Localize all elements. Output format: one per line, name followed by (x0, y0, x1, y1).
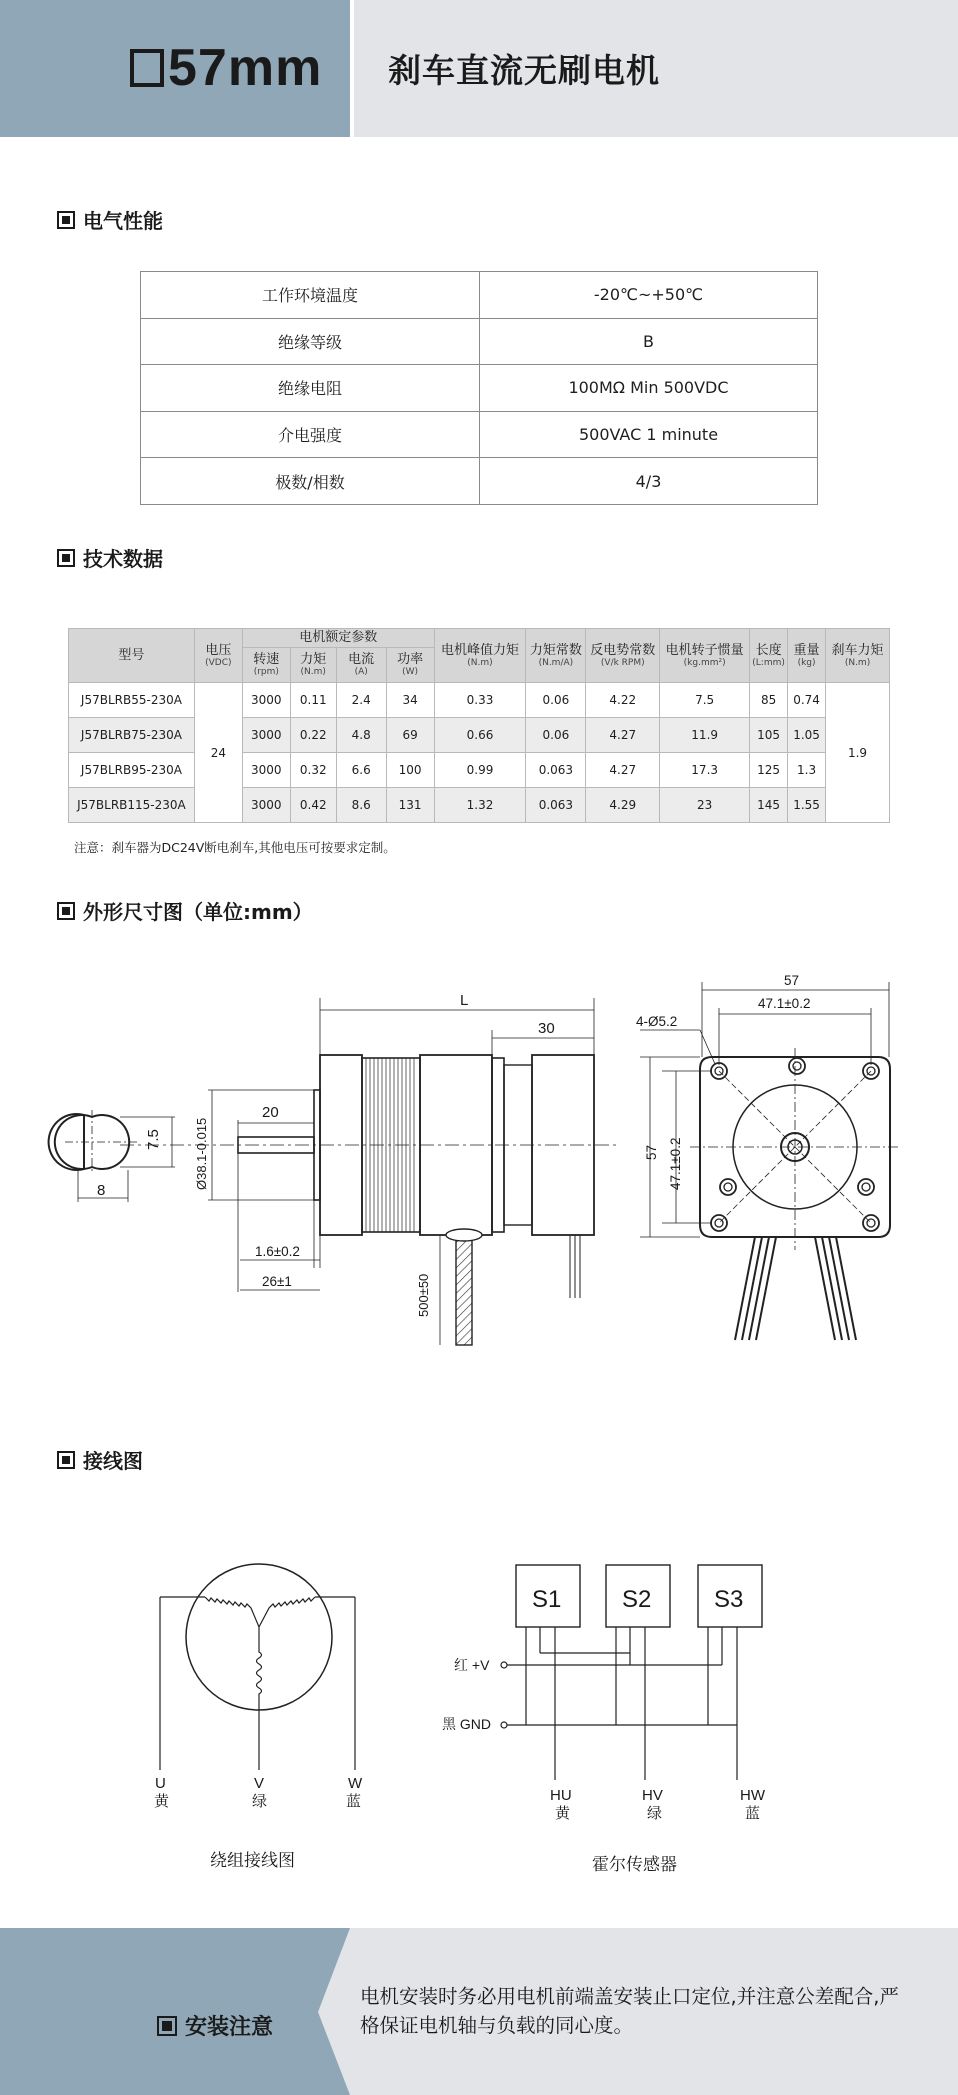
table-header-row (69, 629, 890, 648)
cell-kt: 0.063 (526, 753, 586, 788)
table-row (141, 318, 818, 365)
cell-torque: 0.22 (290, 718, 336, 753)
motor-size (130, 38, 322, 98)
spec-name: 介电强度 (141, 411, 480, 458)
page-title: 刹车直流无刷电机 (388, 51, 660, 90)
shaft-section-view (49, 1108, 175, 1202)
col-header-current: 电流 (A) (336, 648, 386, 683)
hall-u-color: 黄 (555, 1805, 571, 1822)
winding-caption: 绕组接线图 (210, 1851, 295, 1870)
col-header-inertia: 电机转子惯量 (kg.mm²) (660, 629, 750, 683)
cell-length: 125 (750, 753, 788, 788)
bullet-square-icon (57, 902, 75, 920)
dim-label-20: 20 (262, 1104, 279, 1121)
technical-data-table (68, 628, 890, 823)
dim-label-shaft-diameter: Ø38.1-0.015 (194, 1117, 209, 1190)
dim-label-26: 26±1 (262, 1274, 292, 1289)
phase-u-label: U (155, 1775, 166, 1792)
cell-current: 8.6 (336, 788, 386, 823)
winding-diagram (160, 1564, 355, 1770)
electrical-spec-table (140, 271, 818, 505)
sensor-s2-label: S2 (622, 1586, 652, 1613)
table-row (141, 272, 818, 319)
power-ground-label: 黑 GND (442, 1716, 491, 1732)
table-row (69, 718, 890, 753)
cell-power: 69 (386, 718, 434, 753)
cell-current: 2.4 (336, 683, 386, 718)
cell-length: 145 (750, 788, 788, 823)
cell-inertia: 11.9 (660, 718, 750, 753)
cell-peak: 0.66 (434, 718, 526, 753)
cell-peak: 0.99 (434, 753, 526, 788)
table-row (69, 788, 890, 823)
hall-w-color: 蓝 (745, 1805, 761, 1822)
dim-label-30: 30 (538, 1020, 555, 1037)
sensor-s3-label: S3 (714, 1586, 744, 1613)
cell-speed: 3000 (242, 718, 290, 753)
cell-current: 6.6 (336, 753, 386, 788)
cell-length: 105 (750, 718, 788, 753)
section-heading-electrical (57, 205, 163, 234)
cell-ke: 4.22 (586, 683, 660, 718)
col-header-rated-group: 电机额定参数 (242, 629, 434, 648)
page-header (0, 0, 958, 137)
bullet-square-icon (57, 1451, 75, 1469)
motor-size-text: 57mm (168, 39, 323, 97)
spec-value: 500VAC 1 minute (480, 411, 818, 458)
cell-weight: 1.55 (788, 788, 826, 823)
spec-name: 绝缘电阻 (141, 365, 480, 412)
cell-model: J57BLRB55-230A (69, 683, 195, 718)
cell-current: 4.8 (336, 718, 386, 753)
section-title: 电气性能 (83, 209, 163, 233)
hall-w-label: HW (740, 1787, 765, 1804)
dim-label-47-1-top: 47.1±0.2 (758, 996, 811, 1011)
col-header-weight: 重量 (kg) (788, 629, 826, 683)
spec-value: -20℃~+50℃ (480, 272, 818, 319)
dim-label-1-6: 1.6±0.2 (255, 1244, 300, 1259)
col-header-voltage: 电压 (VDC) (194, 629, 242, 683)
spec-name: 绝缘等级 (141, 318, 480, 365)
wiring-diagrams (0, 1520, 958, 1900)
cell-model: J57BLRB115-230A (69, 788, 195, 823)
cell-peak: 1.32 (434, 788, 526, 823)
cell-power: 131 (386, 788, 434, 823)
section-heading-wiring (57, 1445, 143, 1474)
section-title: 外形尺寸图（单位:mm） (83, 900, 313, 924)
cell-weight: 1.3 (788, 753, 826, 788)
cell-torque: 0.11 (290, 683, 336, 718)
cell-speed: 3000 (242, 753, 290, 788)
table-row (141, 411, 818, 458)
phase-w-label: W (348, 1775, 363, 1792)
cell-weight: 1.05 (788, 718, 826, 753)
table-note: 注意：刹车器为DC24V断电刹车,其他电压可按要求定制。 (74, 840, 396, 855)
cell-ke: 4.27 (586, 753, 660, 788)
spec-name: 极数/相数 (141, 458, 480, 505)
col-header-ke: 反电势常数 (V/k RPM) (586, 629, 660, 683)
cell-inertia: 17.3 (660, 753, 750, 788)
spec-value: 4/3 (480, 458, 818, 505)
cell-torque: 0.32 (290, 753, 336, 788)
spec-value: 100MΩ Min 500VDC (480, 365, 818, 412)
cell-kt: 0.06 (526, 718, 586, 753)
phase-v-color: 绿 (252, 1793, 268, 1810)
cell-torque: 0.42 (290, 788, 336, 823)
col-header-length: 长度 (L:mm) (750, 629, 788, 683)
phase-u-color: 黄 (154, 1793, 170, 1810)
table-row (141, 458, 818, 505)
cell-kt: 0.06 (526, 683, 586, 718)
cell-model: J57BLRB75-230A (69, 718, 195, 753)
section-heading-technical (57, 543, 163, 572)
table-row (69, 683, 890, 718)
cell-length: 85 (750, 683, 788, 718)
hall-u-label: HU (550, 1787, 572, 1804)
bullet-square-icon (157, 2016, 177, 2036)
col-header-power: 功率 (W) (386, 648, 434, 683)
hall-caption: 霍尔传感器 (592, 1855, 677, 1874)
spec-name: 工作环境温度 (141, 272, 480, 319)
phase-w-color: 蓝 (346, 1793, 362, 1810)
cell-inertia: 23 (660, 788, 750, 823)
col-header-peak: 电机峰值力矩 (N.m) (434, 629, 526, 683)
cell-ke: 4.27 (586, 718, 660, 753)
install-notice-band (0, 1928, 958, 2095)
bullet-square-icon (57, 211, 75, 229)
dim-label-500: 500±50 (416, 1273, 431, 1317)
sensor-s1-label: S1 (532, 1586, 562, 1613)
phase-v-label: V (254, 1775, 265, 1792)
col-header-torque: 力矩 (N.m) (290, 648, 336, 683)
dim-label-holes: 4-Ø5.2 (636, 1014, 678, 1029)
cell-voltage: 24 (194, 683, 242, 823)
cell-ke: 4.29 (586, 788, 660, 823)
spec-value: B (480, 318, 818, 365)
cell-speed: 3000 (242, 683, 290, 718)
dimension-drawing (0, 960, 958, 1360)
table-row (141, 365, 818, 412)
cell-weight: 0.74 (788, 683, 826, 718)
cell-brake-torque: 1.9 (826, 683, 890, 823)
dim-label-57-side: 57 (644, 1144, 659, 1160)
install-heading (157, 2010, 273, 2041)
hall-v-label: HV (642, 1787, 663, 1804)
header-divider (350, 0, 354, 137)
cell-inertia: 7.5 (660, 683, 750, 718)
dim-label-57-top: 57 (784, 973, 800, 988)
cell-power: 34 (386, 683, 434, 718)
col-header-speed: 转速 (rpm) (242, 648, 290, 683)
col-header-brake: 刹车力矩 (N.m) (826, 629, 890, 683)
hall-v-color: 绿 (647, 1805, 663, 1822)
install-heading-text: 安装注意 (185, 2015, 274, 2040)
power-positive-label: 红 +V (454, 1657, 490, 1673)
dim-label-8: 8 (97, 1182, 106, 1199)
dim-label-47-1-side: 47.1±0.2 (668, 1137, 683, 1190)
cell-model: J57BLRB95-230A (69, 753, 195, 788)
col-header-model: 型号 (69, 629, 195, 683)
col-header-kt: 力矩常数 (N.m/A) (526, 629, 586, 683)
cell-kt: 0.063 (526, 788, 586, 823)
dim-label-L: L (460, 992, 469, 1009)
dim-label-7-5: 7.5 (145, 1129, 162, 1150)
table-row (69, 753, 890, 788)
cell-speed: 3000 (242, 788, 290, 823)
section-title: 接线图 (83, 1449, 143, 1473)
section-heading-dimensions (57, 896, 313, 925)
cell-peak: 0.33 (434, 683, 526, 718)
bullet-square-icon (57, 549, 75, 567)
section-title: 技术数据 (83, 547, 163, 571)
cell-power: 100 (386, 753, 434, 788)
install-text: 电机安装时务必用电机前端盖安装止口定位,并注意公差配合,严格保证电机轴与负载的同心度。 (360, 1985, 899, 2037)
square-frame-icon (130, 49, 164, 87)
